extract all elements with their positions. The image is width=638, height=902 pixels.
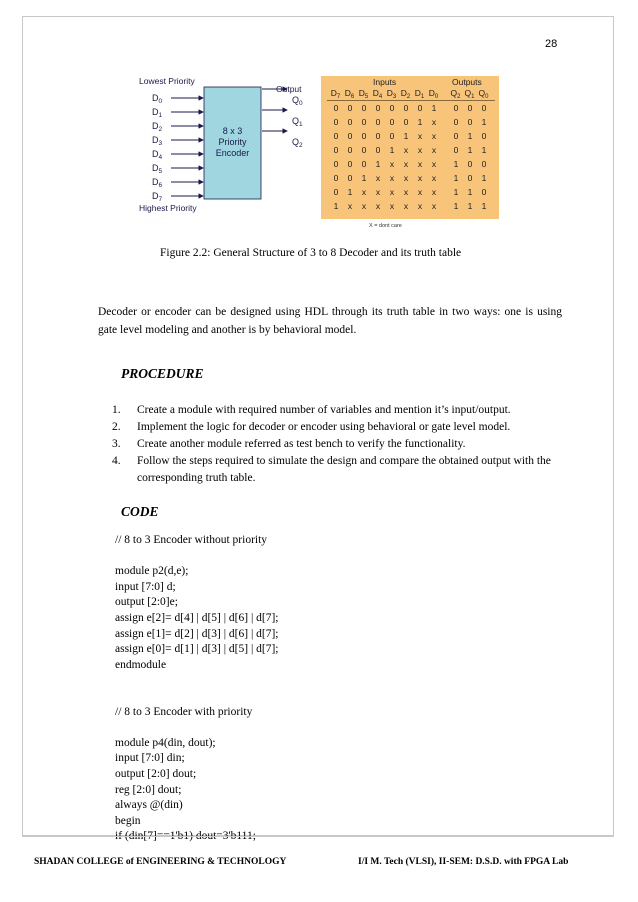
- code-line: // 8 to 3 Encoder without priority: [115, 534, 268, 546]
- table-cell: x: [417, 173, 423, 183]
- table-cell: 1: [403, 131, 409, 141]
- code-line: output [2:0] dout;: [115, 767, 197, 780]
- table-cell: x: [361, 201, 367, 211]
- table-cell: 0: [333, 131, 339, 141]
- encoder-block-diagram: [130, 74, 310, 219]
- table-cell: 0: [361, 131, 367, 141]
- table-cell: x: [361, 187, 367, 197]
- table-cell: 0: [467, 103, 473, 113]
- table-cell: 0: [333, 145, 339, 155]
- table-cell: 0: [333, 103, 339, 113]
- col-header-q0: $Q_0$: [478, 88, 489, 100]
- table-cell: 1: [453, 159, 459, 169]
- truth-table: [321, 76, 499, 219]
- table-cell: x: [403, 201, 409, 211]
- procedure-heading: PROCEDURE: [121, 366, 204, 381]
- table-cell: x: [403, 159, 409, 169]
- table-cell: 0: [389, 131, 395, 141]
- table-cell: 1: [375, 159, 381, 169]
- output-lines: [262, 89, 303, 149]
- code-line: assign e[1]= d[2] | d[3] | d[6] | d[7];: [115, 627, 279, 640]
- col-header-q1: $Q_1$: [464, 88, 475, 100]
- table-cell: x: [403, 187, 409, 197]
- input-label-d7: $D_7$: [152, 191, 163, 203]
- step-number: 2.: [112, 421, 121, 433]
- input-label-d1: $D_1$: [152, 107, 163, 119]
- step-text: Implement the logic for decoder or encoder using behavioral or gate level model.: [137, 421, 511, 433]
- table-cell: 0: [347, 159, 353, 169]
- input-label-d2: $D_2$: [152, 121, 163, 133]
- procedure-step: [112, 436, 564, 453]
- table-cell: x: [389, 159, 395, 169]
- table-cell: x: [389, 173, 395, 183]
- code-line: module p4(din, dout);: [115, 736, 216, 749]
- inputs-header: Inputs: [373, 77, 397, 87]
- table-cell: x: [431, 173, 437, 183]
- table-cell: 1: [481, 145, 487, 155]
- table-cell: 0: [481, 159, 487, 169]
- encoder-block-text: Priority: [218, 137, 247, 147]
- table-cell: 0: [453, 145, 459, 155]
- code-line: if (din[7]==1'b1) dout=3'b111;: [115, 830, 256, 843]
- procedure-step: [112, 402, 564, 419]
- table-cell: 1: [481, 173, 487, 183]
- table-cell: 0: [481, 131, 487, 141]
- col-header-d4: $D_4$: [372, 88, 383, 100]
- table-cell: 0: [361, 103, 367, 113]
- output-label-q0: $Q_0$: [292, 95, 303, 107]
- table-cell: 0: [375, 117, 381, 127]
- table-cell: 1: [453, 187, 459, 197]
- input-label-d6: $D_6$: [152, 177, 163, 189]
- table-cell: x: [375, 187, 381, 197]
- code-line: [115, 673, 279, 689]
- table-cell: 1: [467, 145, 473, 155]
- code-line: // 8 to 3 Encoder with priority: [115, 705, 253, 718]
- outputs-header: Outputs: [452, 77, 482, 87]
- col-header-d3: $D_3$: [386, 88, 397, 100]
- output-label-q2: $Q_2$: [292, 137, 303, 149]
- table-cell: x: [375, 201, 381, 211]
- table-cell: 0: [403, 103, 409, 113]
- table-cell: 0: [481, 103, 487, 113]
- table-cell: 0: [333, 187, 339, 197]
- col-header-d6: $D_6$: [344, 88, 355, 100]
- output-label-q1: $Q_1$: [292, 116, 303, 128]
- col-header-d7: $D_7$: [330, 88, 341, 100]
- table-cell: 0: [375, 145, 381, 155]
- table-cell: x: [417, 131, 423, 141]
- table-cell: 0: [467, 159, 473, 169]
- code-line: endmodule: [115, 658, 167, 671]
- col-header-d1: $D_1$: [414, 88, 425, 100]
- code-line: [115, 720, 279, 736]
- code-line: begin: [115, 814, 141, 827]
- table-cell: 0: [333, 159, 339, 169]
- step-text: Create another module referred as test bench to verify the functionality.: [137, 438, 466, 450]
- table-cell: 0: [389, 103, 395, 113]
- code-line: reg [2:0] dout;: [115, 783, 182, 796]
- table-cell: x: [389, 201, 395, 211]
- highest-priority-label: Highest Priority: [139, 203, 197, 213]
- table-cell: 1: [467, 187, 473, 197]
- table-cell: x: [431, 117, 437, 127]
- table-header-divider: [327, 100, 495, 101]
- code-line: [115, 549, 279, 565]
- table-cell: 1: [467, 201, 473, 211]
- table-cell: x: [403, 145, 409, 155]
- code-block: [115, 533, 279, 845]
- table-cell: 1: [347, 187, 353, 197]
- table-cell: x: [417, 159, 423, 169]
- table-cell: 0: [333, 173, 339, 183]
- table-cell: x: [347, 201, 353, 211]
- page-number: 28: [545, 38, 558, 50]
- table-cell: 0: [361, 145, 367, 155]
- input-lines: [152, 93, 203, 203]
- table-cell: 0: [481, 187, 487, 197]
- table-cell: 1: [481, 201, 487, 211]
- procedure-step: [112, 453, 564, 487]
- table-cell: 0: [453, 131, 459, 141]
- table-cell: 0: [347, 117, 353, 127]
- table-cell: 0: [347, 131, 353, 141]
- table-cell: 0: [403, 117, 409, 127]
- input-label-d5: $D_5$: [152, 163, 163, 175]
- table-cell: x: [431, 159, 437, 169]
- code-line: module p2(d,e);: [115, 565, 189, 578]
- output-label: Output: [276, 84, 302, 94]
- table-cell: 0: [453, 117, 459, 127]
- table-cell: 0: [347, 145, 353, 155]
- code-line: always @(din): [115, 799, 183, 812]
- code-line: [115, 689, 279, 705]
- step-number: 3.: [112, 438, 121, 450]
- table-cell: x: [389, 187, 395, 197]
- table-cell: x: [431, 131, 437, 141]
- table-cell: 1: [361, 173, 367, 183]
- table-cell: x: [403, 173, 409, 183]
- table-cell: 0: [347, 173, 353, 183]
- table-cell: 1: [431, 103, 437, 113]
- procedure-steps: [112, 402, 564, 487]
- code-line: assign e[2]= d[4] | d[5] | d[6] | d[7];: [115, 611, 279, 624]
- table-cell: 0: [389, 117, 395, 127]
- table-cell: 0: [361, 117, 367, 127]
- procedure-step: [112, 419, 564, 436]
- encoder-block-text: Encoder: [215, 148, 250, 158]
- table-cell: 1: [333, 201, 339, 211]
- code-line: assign e[0]= d[1] | d[3] | d[5] | d[7];: [115, 643, 279, 656]
- table-cell: x: [375, 173, 381, 183]
- input-label-d3: $D_3$: [152, 135, 163, 147]
- step-number: 4.: [112, 455, 121, 467]
- table-cell: 0: [467, 117, 473, 127]
- figure-caption: Figure 2.2: General Structure of 3 to 8 Decoder and its truth table: [160, 247, 462, 259]
- table-cell: 1: [389, 145, 395, 155]
- intro-paragraph: Decoder or encoder can be designed using HDL through its truth table in two ways: one is using gate level modeling and another is by behavioral model.: [98, 306, 562, 336]
- table-cell: 1: [481, 117, 487, 127]
- table-cell: 1: [453, 201, 459, 211]
- step-text: Follow the steps required to simulate the design and compare the obtained output with the corresponding truth table.: [137, 455, 551, 484]
- footer-course: I/I M. Tech (VLSI), II-SEM: D.S.D. with FPGA Lab: [358, 857, 569, 867]
- footer-college: SHADAN COLLEGE of ENGINEERING & TECHNOLOGY: [34, 857, 287, 867]
- table-cell: 0: [347, 103, 353, 113]
- input-label-d0: $D_0$: [152, 93, 163, 105]
- table-cell: 1: [453, 173, 459, 183]
- table-cell: 0: [361, 159, 367, 169]
- dont-care-note: X = dont care: [369, 223, 402, 229]
- col-header-d0: $D_0$: [428, 88, 439, 100]
- table-cell: x: [417, 201, 423, 211]
- table-cell: x: [431, 145, 437, 155]
- col-header-d2: $D_2$: [400, 88, 411, 100]
- table-cell: 0: [333, 117, 339, 127]
- col-header-d5: $D_5$: [358, 88, 369, 100]
- code-heading: CODE: [121, 504, 159, 519]
- code-line: output [2:0]e;: [115, 596, 178, 609]
- table-cell: 0: [417, 103, 423, 113]
- table-cell: 0: [453, 103, 459, 113]
- table-cell: 1: [467, 131, 473, 141]
- table-cell: 0: [467, 173, 473, 183]
- code-line: input [7:0] din;: [115, 752, 185, 765]
- step-number: 1.: [112, 404, 121, 416]
- lowest-priority-label: Lowest Priority: [139, 76, 195, 86]
- input-label-d4: $D_4$: [152, 149, 163, 161]
- table-cell: x: [417, 145, 423, 155]
- table-cell: x: [431, 187, 437, 197]
- encoder-block-text: 8 x 3: [222, 126, 243, 136]
- table-cell: x: [417, 187, 423, 197]
- code-line: input [7:0] d;: [115, 580, 176, 593]
- table-cell: x: [431, 201, 437, 211]
- table-cell: 0: [375, 131, 381, 141]
- col-header-q2: $Q_2$: [450, 88, 461, 100]
- footer-divider: [22, 836, 614, 837]
- step-text: Create a module with required number of variables and mention it’s input/output.: [137, 404, 511, 416]
- table-cell: 0: [375, 103, 381, 113]
- table-cell: 1: [417, 117, 423, 127]
